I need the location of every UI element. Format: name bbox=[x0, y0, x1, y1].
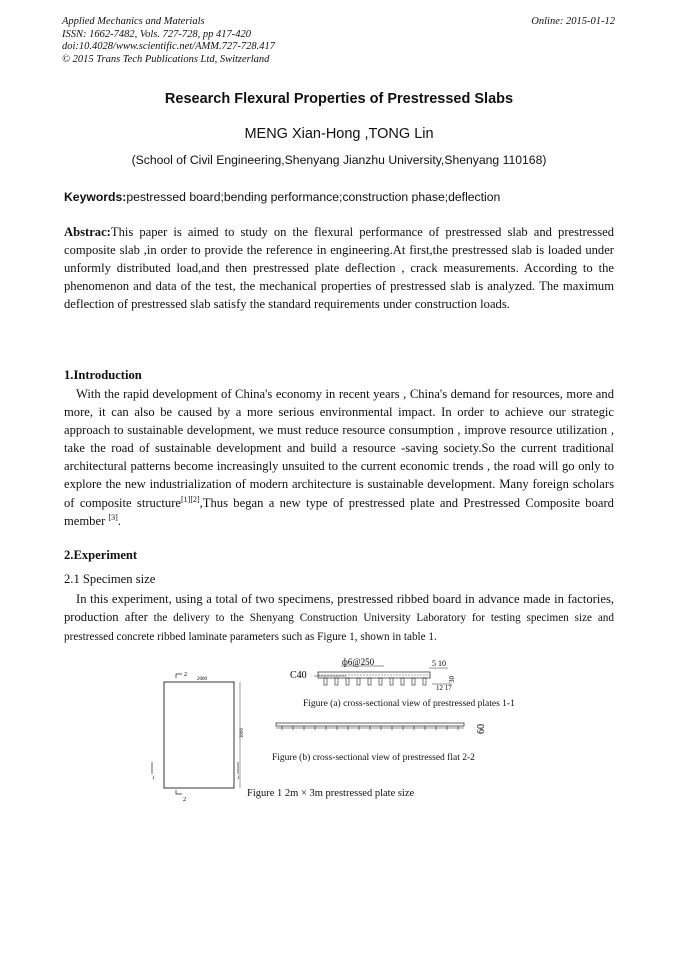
section-label-bottom: 2 bbox=[183, 797, 186, 803]
plate-plan-view bbox=[140, 668, 250, 803]
intro-text-1: With the rapid development of China's economy in recent years , China's demand for resources, more and more, it can also be caused by a more serious environmental impact. In order to achieve our strategic approach to sustainable development, we must reduce resource consumption , improve resource utilization , take the road of sustainable development and build a resource -saving society.So the current traditional architectural patterns become increasingly unsuited to the current economic trends , the road will go only to explore the new industrialization of modern architecture is sustainable development. Many foreign scholars of composite structure bbox=[64, 387, 614, 510]
plate-outline bbox=[164, 682, 234, 788]
specimen-paragraph bbox=[64, 590, 614, 646]
citation-1-2: [1][2] bbox=[180, 494, 200, 504]
dim-side-label: 30 bbox=[448, 676, 456, 683]
rib bbox=[390, 678, 393, 685]
journal-copyright: © 2015 Trans Tech Publications Ltd, Switzerland bbox=[62, 53, 270, 65]
intro-text-2: ,Thus began a new type of prestressed plate and Prestressed Composite board member bbox=[64, 495, 614, 528]
journal-doi: doi:10.4028/www.scientific.net/AMM.727-728.417 bbox=[62, 41, 275, 52]
rib bbox=[368, 678, 371, 685]
specimen-text-main: In this experiment, using a total of two specimens, prestressed ribbed board in advance made in factories, production after bbox=[64, 592, 614, 625]
paper-title: Research Flexural Properties of Prestressed Slabs bbox=[164, 91, 514, 107]
section-mark-bottom bbox=[176, 790, 182, 794]
rib bbox=[357, 678, 360, 685]
width-label: 2000 bbox=[197, 677, 207, 682]
rebar-label: ф6@250 bbox=[342, 657, 375, 667]
section-label-top: 2 bbox=[184, 672, 187, 678]
journal-header bbox=[62, 16, 275, 66]
section-label-right: 1 bbox=[237, 776, 240, 781]
rib bbox=[423, 678, 426, 685]
dim-top-label: 5 10 bbox=[432, 659, 446, 668]
abstract bbox=[64, 223, 614, 313]
citation-3: [3] bbox=[108, 512, 118, 522]
experiment-heading: 2.Experiment bbox=[64, 548, 138, 562]
height-label: 3000 bbox=[240, 728, 245, 738]
paper-authors: MENG Xian-Hong ,TONG Lin bbox=[244, 126, 434, 142]
specimen-text-small: the delivery to the Shenyang Construction University Laboratory for testing specimen size and prestressed concrete ribbed laminate parameters such as Figure 1, shown in table 1. bbox=[64, 612, 614, 644]
section-label-left: 1 bbox=[152, 776, 155, 781]
rib bbox=[335, 678, 338, 685]
rib bbox=[412, 678, 415, 685]
abstract-label: Abstrac: bbox=[64, 225, 111, 239]
intro-heading: 1.Introduction bbox=[64, 368, 142, 382]
keywords bbox=[64, 190, 500, 204]
section-mark-top bbox=[176, 674, 182, 678]
intro-text-3: . bbox=[117, 513, 121, 528]
rib bbox=[401, 678, 404, 685]
online-date: Online: 2015-01-12 bbox=[531, 16, 615, 27]
dim-bottom-label: 12 17 bbox=[436, 684, 452, 692]
concrete-grade-label: C40 bbox=[290, 670, 307, 681]
cross-section-2-2 bbox=[270, 714, 490, 742]
flat-slab-section bbox=[276, 723, 464, 726]
abstract-text: This paper is aimed to study on the flexural performance of prestressed slab and prestressed composite slab ,in order to provide the reference in engineering.At first,the prestressed slab is loaded under unformly distributed load,and then prestressed plate deflection , crack measurements. According to the phenomenon and data of the test, the mechanical properties of prestressed slab is analyzed. The maximum deflection of prestressed slab satisfy the standard requirements under construction loads. bbox=[64, 225, 614, 312]
specimen-subheading: 2.1 Specimen size bbox=[64, 572, 156, 586]
intro-paragraph bbox=[64, 385, 614, 530]
figure-1-caption: Figure 1 2m × 3m prestressed plate size bbox=[247, 788, 415, 799]
rib bbox=[324, 678, 327, 685]
keywords-text: pestressed board;bending performance;construction phase;deflection bbox=[126, 190, 501, 204]
figure-caption-a: Figure (a) cross-sectional view of prestressed plates 1-1 bbox=[303, 699, 515, 709]
rib bbox=[346, 678, 349, 685]
figure-caption-b: Figure (b) cross-sectional view of prestressed flat 2-2 bbox=[272, 753, 475, 763]
keywords-label: Keywords: bbox=[64, 190, 127, 204]
thickness-label: 60 bbox=[476, 724, 487, 734]
journal-issn: ISSN: 1662-7482, Vols. 727-728, pp 417-420 bbox=[62, 28, 251, 40]
rib bbox=[379, 678, 382, 685]
journal-name: Applied Mechanics and Materials bbox=[62, 16, 205, 27]
paper-affiliation: (School of Civil Engineering,Shenyang Jianzhu University,Shenyang 110168) bbox=[131, 153, 547, 167]
cross-section-1-1 bbox=[286, 654, 486, 698]
slab-ribs bbox=[324, 678, 426, 685]
